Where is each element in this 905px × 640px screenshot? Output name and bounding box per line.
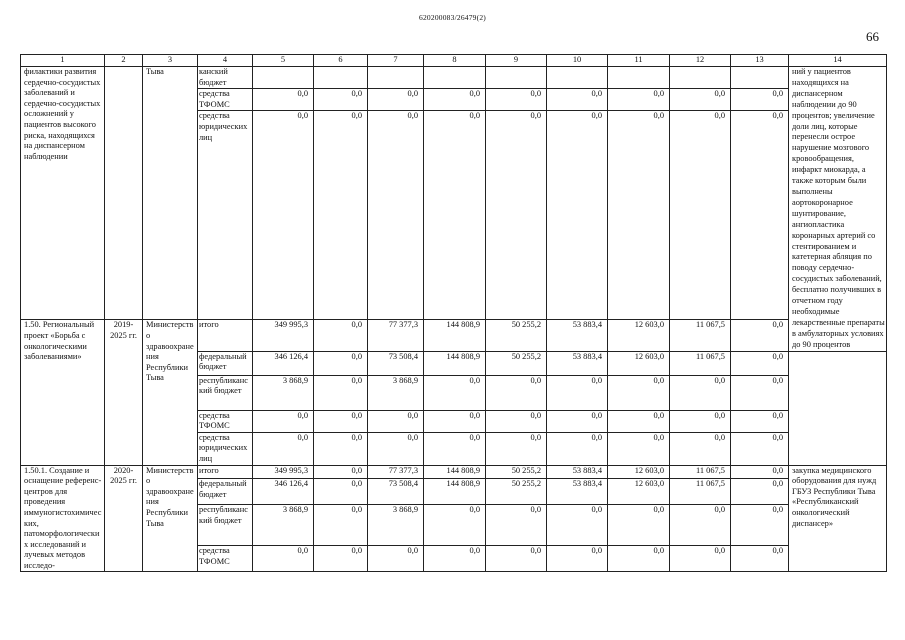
event-name-cell: 1.50.1. Создание и оснащение референс-центров для проведения иммуногистохимических, патоморфологических исследований и лучевых методов исследо- bbox=[21, 465, 105, 572]
funding-source-cell: средства ТФОМС bbox=[198, 89, 253, 111]
funding-source-cell: федеральный бюджет bbox=[198, 479, 253, 505]
amount-cell: 0,0 bbox=[670, 505, 731, 546]
amount-cell: 0,0 bbox=[486, 432, 547, 465]
expected-result-cell: ний у пациентов находящихся на диспансерном наблюдении до 90 процентов; увеличение доли лиц, которые перенесли острое нарушение мозгового кровообращения, инфаркт миокарда, а также которым были выполнены аортокоронарное шунтирование, ангиопластика коронарных артерий со стентированием и катетерная абляция по поводу сердечно-сосудистых заболеваний, бесплатно получивших в отчетном году необходимые лекарственные препараты в амбулаторных условиях до 90 процентов bbox=[789, 67, 887, 352]
table-row bbox=[21, 67, 887, 89]
amount-cell: 12 603,0 bbox=[608, 479, 670, 505]
col-number: 5 bbox=[253, 55, 314, 67]
col-number: 4 bbox=[198, 55, 253, 67]
amount-cell: 0,0 bbox=[424, 111, 486, 320]
col-number: 11 bbox=[608, 55, 670, 67]
amount-cell: 53 883,4 bbox=[547, 351, 608, 375]
amount-cell bbox=[608, 67, 670, 89]
amount-cell: 50 255,2 bbox=[486, 320, 547, 351]
amount-cell: 0,0 bbox=[314, 351, 368, 375]
page-number: 66 bbox=[866, 29, 879, 44]
amount-cell: 346 126,4 bbox=[253, 351, 314, 375]
column-number-row bbox=[21, 55, 887, 67]
amount-cell: 0,0 bbox=[253, 432, 314, 465]
funding-source-cell: средства ТФОМС bbox=[198, 410, 253, 432]
amount-cell: 3 868,9 bbox=[368, 375, 424, 410]
amount-cell: 0,0 bbox=[253, 410, 314, 432]
executor-cell: Министерство здравоохранения Республики Тыва bbox=[143, 320, 198, 465]
amount-cell: 0,0 bbox=[608, 111, 670, 320]
amount-cell: 0,0 bbox=[486, 375, 547, 410]
funding-source-cell: итого bbox=[198, 320, 253, 351]
amount-cell: 0,0 bbox=[731, 351, 789, 375]
amount-cell: 0,0 bbox=[253, 89, 314, 111]
amount-cell: 0,0 bbox=[608, 505, 670, 546]
amount-cell: 0,0 bbox=[314, 89, 368, 111]
dates-cell: 2020-2025 гг. bbox=[105, 465, 143, 572]
amount-cell: 3 868,9 bbox=[368, 505, 424, 546]
amount-cell: 0,0 bbox=[547, 375, 608, 410]
amount-cell: 349 995,3 bbox=[253, 465, 314, 479]
expected-result-cell: закупка медицинского оборудования для нужд ГБУЗ Республики Тыва «Республиканский онкологический диспансер» bbox=[789, 465, 887, 572]
amount-cell: 0,0 bbox=[731, 479, 789, 505]
amount-cell: 0,0 bbox=[731, 375, 789, 410]
amount-cell: 0,0 bbox=[608, 546, 670, 572]
amount-cell: 0,0 bbox=[731, 505, 789, 546]
amount-cell: 0,0 bbox=[314, 465, 368, 479]
amount-cell: 144 808,9 bbox=[424, 320, 486, 351]
executor-cell: Тыва bbox=[143, 67, 198, 320]
funding-source-cell: республиканский бюджет bbox=[198, 505, 253, 546]
amount-cell: 0,0 bbox=[424, 432, 486, 465]
amount-cell: 0,0 bbox=[486, 546, 547, 572]
event-name-cell: 1.50. Региональный проект «Борьба с онкологическими заболеваниями» bbox=[21, 320, 105, 465]
col-number: 6 bbox=[314, 55, 368, 67]
expected-result-cell bbox=[789, 351, 887, 465]
amount-cell bbox=[547, 67, 608, 89]
amount-cell bbox=[314, 67, 368, 89]
amount-cell: 0,0 bbox=[424, 89, 486, 111]
amount-cell: 77 377,3 bbox=[368, 320, 424, 351]
funding-source-cell: республиканский бюджет bbox=[198, 375, 253, 410]
amount-cell: 0,0 bbox=[253, 546, 314, 572]
amount-cell: 0,0 bbox=[670, 89, 731, 111]
col-number: 1 bbox=[21, 55, 105, 67]
dates-cell: 2019-2025 гг. bbox=[105, 320, 143, 465]
executor-cell: Министерство здравоохранения Республики Тыва bbox=[143, 465, 198, 572]
amount-cell: 346 126,4 bbox=[253, 479, 314, 505]
amount-cell: 0,0 bbox=[368, 546, 424, 572]
funding-source-cell: средства юридических лиц bbox=[198, 111, 253, 320]
amount-cell bbox=[486, 67, 547, 89]
amount-cell: 0,0 bbox=[670, 111, 731, 320]
amount-cell: 0,0 bbox=[670, 432, 731, 465]
amount-cell: 144 808,9 bbox=[424, 351, 486, 375]
budget-table bbox=[20, 54, 887, 572]
col-number: 7 bbox=[368, 55, 424, 67]
amount-cell: 0,0 bbox=[547, 546, 608, 572]
amount-cell: 3 868,9 bbox=[253, 505, 314, 546]
amount-cell: 0,0 bbox=[608, 432, 670, 465]
amount-cell: 0,0 bbox=[547, 111, 608, 320]
amount-cell: 0,0 bbox=[486, 505, 547, 546]
amount-cell: 0,0 bbox=[424, 505, 486, 546]
amount-cell: 0,0 bbox=[731, 432, 789, 465]
amount-cell: 53 883,4 bbox=[547, 479, 608, 505]
amount-cell: 0,0 bbox=[731, 89, 789, 111]
amount-cell: 0,0 bbox=[368, 111, 424, 320]
amount-cell: 12 603,0 bbox=[608, 320, 670, 351]
amount-cell: 0,0 bbox=[424, 410, 486, 432]
amount-cell: 0,0 bbox=[314, 320, 368, 351]
amount-cell: 0,0 bbox=[731, 465, 789, 479]
dates-cell bbox=[105, 67, 143, 320]
amount-cell: 73 508,4 bbox=[368, 351, 424, 375]
amount-cell: 0,0 bbox=[314, 410, 368, 432]
amount-cell bbox=[253, 67, 314, 89]
amount-cell: 0,0 bbox=[547, 410, 608, 432]
amount-cell: 0,0 bbox=[486, 89, 547, 111]
amount-cell bbox=[731, 67, 789, 89]
amount-cell: 0,0 bbox=[424, 375, 486, 410]
amount-cell: 0,0 bbox=[368, 89, 424, 111]
amount-cell: 144 808,9 bbox=[424, 465, 486, 479]
event-name-cell: филактики развития сердечно-сосудистых заболеваний и сердечно-сосудистых осложнений у пациентов высокого риска, находящихся на диспансерном наблюдении bbox=[21, 67, 105, 320]
table-row bbox=[21, 320, 887, 351]
amount-cell: 0,0 bbox=[368, 432, 424, 465]
amount-cell: 0,0 bbox=[731, 320, 789, 351]
amount-cell: 11 067,5 bbox=[670, 465, 731, 479]
document-number: 620200083/26479(2) bbox=[419, 13, 486, 22]
amount-cell: 53 883,4 bbox=[547, 465, 608, 479]
col-number: 12 bbox=[670, 55, 731, 67]
amount-cell: 0,0 bbox=[670, 546, 731, 572]
amount-cell: 0,0 bbox=[608, 89, 670, 111]
amount-cell: 0,0 bbox=[547, 505, 608, 546]
amount-cell bbox=[368, 67, 424, 89]
amount-cell: 11 067,5 bbox=[670, 320, 731, 351]
amount-cell: 77 377,3 bbox=[368, 465, 424, 479]
amount-cell: 50 255,2 bbox=[486, 351, 547, 375]
funding-source-cell: канский бюджет bbox=[198, 67, 253, 89]
amount-cell: 50 255,2 bbox=[486, 479, 547, 505]
amount-cell: 0,0 bbox=[314, 479, 368, 505]
amount-cell: 0,0 bbox=[424, 546, 486, 572]
amount-cell: 3 868,9 bbox=[253, 375, 314, 410]
amount-cell: 349 995,3 bbox=[253, 320, 314, 351]
col-number: 9 bbox=[486, 55, 547, 67]
amount-cell: 12 603,0 bbox=[608, 351, 670, 375]
funding-source-cell: федеральный бюджет bbox=[198, 351, 253, 375]
amount-cell: 0,0 bbox=[547, 89, 608, 111]
amount-cell: 0,0 bbox=[608, 375, 670, 410]
col-number: 8 bbox=[424, 55, 486, 67]
amount-cell: 0,0 bbox=[368, 410, 424, 432]
col-number: 14 bbox=[789, 55, 887, 67]
amount-cell bbox=[424, 67, 486, 89]
amount-cell: 73 508,4 bbox=[368, 479, 424, 505]
table-row bbox=[21, 465, 887, 479]
amount-cell: 0,0 bbox=[670, 410, 731, 432]
amount-cell: 0,0 bbox=[547, 432, 608, 465]
funding-source-cell: средства юридических лиц bbox=[198, 432, 253, 465]
amount-cell: 0,0 bbox=[731, 111, 789, 320]
amount-cell: 0,0 bbox=[486, 111, 547, 320]
col-number: 3 bbox=[143, 55, 198, 67]
amount-cell: 11 067,5 bbox=[670, 351, 731, 375]
amount-cell: 11 067,5 bbox=[670, 479, 731, 505]
funding-source-cell: итого bbox=[198, 465, 253, 479]
col-number: 10 bbox=[547, 55, 608, 67]
amount-cell: 12 603,0 bbox=[608, 465, 670, 479]
amount-cell: 0,0 bbox=[314, 111, 368, 320]
amount-cell: 0,0 bbox=[608, 410, 670, 432]
amount-cell: 0,0 bbox=[486, 410, 547, 432]
amount-cell: 0,0 bbox=[314, 546, 368, 572]
amount-cell bbox=[670, 67, 731, 89]
amount-cell: 53 883,4 bbox=[547, 320, 608, 351]
col-number: 2 bbox=[105, 55, 143, 67]
amount-cell: 0,0 bbox=[314, 432, 368, 465]
amount-cell: 0,0 bbox=[253, 111, 314, 320]
amount-cell: 0,0 bbox=[731, 546, 789, 572]
amount-cell: 0,0 bbox=[314, 505, 368, 546]
funding-source-cell: средства ТФОМС bbox=[198, 546, 253, 572]
amount-cell: 50 255,2 bbox=[486, 465, 547, 479]
amount-cell: 0,0 bbox=[731, 410, 789, 432]
col-number: 13 bbox=[731, 55, 789, 67]
amount-cell: 0,0 bbox=[314, 375, 368, 410]
amount-cell: 0,0 bbox=[670, 375, 731, 410]
amount-cell: 144 808,9 bbox=[424, 479, 486, 505]
